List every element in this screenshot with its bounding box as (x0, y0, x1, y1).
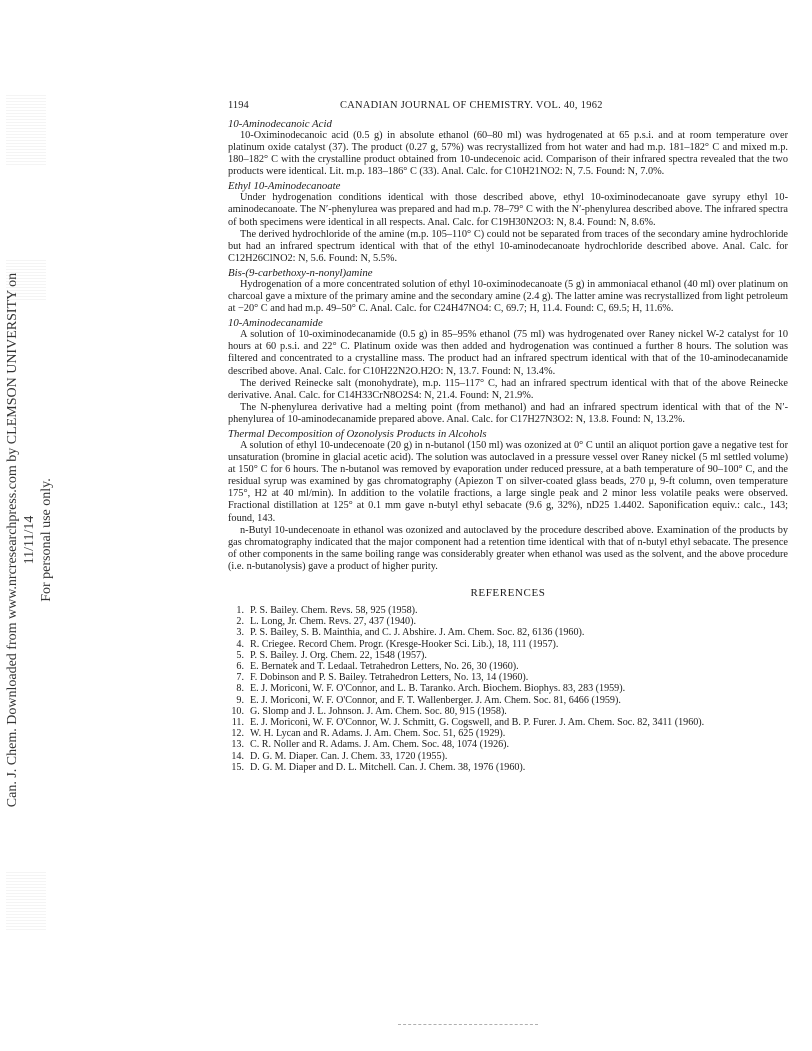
reference-number: 14. (231, 750, 244, 762)
download-watermark (4, 250, 56, 830)
reference-text: E. Bernatek and T. Ledaal. Tetrahedron Letters, No. 26, 30 (1960). (250, 661, 519, 673)
reference-text: P. S. Bailey. Chem. Revs. 58, 925 (1958). (250, 605, 418, 616)
reference-number: 11. (231, 717, 244, 729)
section-heading: Thermal Decomposition of Ozonolysis Products in Alcohols (228, 427, 487, 440)
page-number: 1194 (228, 99, 249, 111)
reference-item (228, 762, 788, 773)
reference-item (228, 627, 788, 638)
references-heading: REFERENCES (470, 587, 546, 599)
reference-number: 5. (236, 649, 244, 661)
journal-title: CANADIAN JOURNAL OF CHEMISTRY. VOL. 40, 1962 (340, 99, 603, 111)
body-paragraph: A solution of 10-oximinodecanamide (0.5 g) in 85–95% ethanol (75 ml) was hydrogenated over Raney nickel W-2 catalyst for 10 hours at 60 p.s.i. and 22° C. Platinum oxide was then added and hydrogenation was continued a further 8 hours. The solution was filtered and concentrated to a crystalline mass. The product had an infrared spectrum identical with that of the 10-aminodecanamide described above. Anal. Calc. for C10H22N2O.H2O: N, 13.7. Found: N, 13.4%. (228, 329, 788, 377)
body-paragraph: A solution of ethyl 10-undecenoate (20 g) in n-butanol (150 ml) was ozonized at 0° C until an aliquot portion gave a negative test for unsaturation (bromine in glacial acetic acid). The solution was autoclaved in a pressure vessel over Raney nickel (5 ml settled volume) at 150° C for 6 hours. The n-butanol was removed by evaporation under reduced pressure, at a bath temperature of 90–100° C, and the residual syrup was examined by gas chromatography (Apiezon T on silver-coated glass beads, 270 μ, 9-ft column, oven temperature 175°, H2 at 40 ml/min). In addition to the volatile fractions, a large single peak and 2 minor less volatile peaks were observed. Fractional distillation at 125° at 0.1 mm gave n-butyl ethyl sebacate (9.6 g, 32%), nD25 1.4402. Saponification equiv.: calc., 143; found, 143. (228, 439, 789, 524)
reference-text: D. G. M. Diaper and D. L. Mitchell. Can. J. Chem. 38, 1976 (1960). (250, 761, 526, 773)
reference-item (228, 739, 788, 750)
reference-text: D. G. M. Diaper. Can. J. Chem. 33, 1720 (1955). (250, 750, 448, 762)
watermark-line-2: For personal use only. (39, 478, 54, 602)
section-heading: 10-Aminodecanoic Acid (228, 118, 332, 130)
journal-page (228, 94, 788, 773)
reference-item (228, 751, 788, 762)
reference-item (228, 672, 788, 683)
reference-item (228, 639, 788, 650)
body-paragraph: The derived Reinecke salt (monohydrate), m.p. 115–117° C, had an infrared spectrum identical with that of the above Reinecke derivative. Anal. Calc. for C14H33CrN8O2S4: N, 21.4. Found: N, 21.9%. (228, 377, 788, 401)
reference-item (228, 706, 788, 717)
body-paragraph: Hydrogenation of a more concentrated solution of ethyl 10-oximinodecanoate (5 g) in ammoniacal ethanol (40 ml) over platinum on charcoal gave a mixture of the primary amine and the secondary amine (2.4 g). The latter amine was recrystallized from light petroleum at −20° C and had m.p. 49–50° C. Anal. Calc. for C24H47NO4: C, 69.7; H, 11.4. Found: C, 69.5; H, 11.6%. (228, 278, 788, 315)
reference-item (228, 650, 788, 661)
reference-text: E. J. Moriconi, W. F. O'Connor, and L. B. Taranko. Arch. Biochem. Biophys. 83, 283 (1959). (250, 683, 626, 695)
reference-text: F. Dobinson and P. S. Bailey. Tetrahedron Letters, No. 13, 14 (1960). (250, 672, 529, 684)
footer-rule (398, 1024, 538, 1025)
reference-number: 3. (236, 627, 244, 639)
reference-text: G. Slomp and J. L. Johnson. J. Am. Chem. Soc. 80, 915 (1958). (250, 705, 507, 717)
reference-number: 12. (231, 728, 244, 740)
reference-item (228, 616, 788, 627)
reference-number: 13. (231, 739, 244, 751)
reference-item (228, 605, 788, 616)
reference-text: W. H. Lycan and R. Adams. J. Am. Chem. Soc. 51, 625 (1929). (250, 728, 506, 740)
reference-item (228, 728, 788, 739)
article-body (228, 118, 788, 573)
reference-number: 7. (236, 672, 244, 684)
reference-number: 2. (236, 616, 244, 628)
reference-item (228, 717, 788, 728)
reference-text: E. J. Moriconi, W. F. O'Connor, W. J. Schmitt, G. Cogswell, and B. P. Furer. J. Am. Chem. Soc. 82, 3411 (1960). (250, 717, 705, 729)
body-paragraph: The N-phenylurea derivative had a melting point (from methanol) and had an infrared spectrum identical with that of the N′-phenylurea of 10-aminodecanamide prepared above. Anal. Calc. for C17H27N3O2: N, 13.8. Found: N, 13.2%. (228, 401, 788, 425)
reference-item (228, 661, 788, 672)
reference-text: L. Long, Jr. Chem. Revs. 27, 437 (1940). (250, 616, 416, 628)
body-paragraph: n-Butyl 10-undecenoate in ethanol was ozonized and autoclaved by the procedure described above. Examination of the products by gas chromatography indicated that the major component had a retention time identical with that of n-butyl ethyl sebacate. The presence of other components in the same boiling range was considerably greater when ethanol was used as the solvent, and the above procedure (i.e. n-butanolysis) gave a product of higher purity. (228, 524, 788, 572)
reference-text: P. S. Bailey. J. Org. Chem. 22, 1548 (1957). (250, 649, 427, 661)
reference-number: 4. (236, 638, 244, 650)
reference-number: 15. (231, 761, 244, 773)
reference-list (228, 605, 788, 773)
body-paragraph: Under hydrogenation conditions identical with those described above, ethyl 10-oximinodecanoate gave syrupy ethyl 10-aminodecanoate. The N′-phenylurea was prepared and had m.p. 78–79° C with the N′-phenylurea described above. The infrared spectra of both specimens were identical in all respects. Anal. Calc. for C19H30N2O3: N, 8.4. Found: N, 8.6%. (228, 192, 788, 228)
section-heading: 10-Aminodecanamide (228, 317, 323, 330)
reference-number: 9. (236, 694, 244, 706)
reference-number: 10. (231, 705, 244, 717)
reference-text: R. Criegee. Record Chem. Progr. (Kresge-Hooker Sci. Lib.), 18, 111 (1957). (250, 638, 559, 650)
scan-artifact (6, 95, 46, 165)
reference-number: 6. (236, 661, 244, 673)
body-paragraph: The derived hydrochloride of the amine (m.p. 105–110° C) could not be separated from traces of the secondary amine hydrochloride but had an infrared spectrum identical with that of the ethyl 10-aminodecanoate hydrochloride described above. Anal. Calc. for C12H26ClNO2: N, 5.6. Found: N, 5.5%. (228, 228, 788, 264)
reference-item (228, 683, 788, 694)
watermark-line-1: Can. J. Chem. Downloaded from www.nrcresearchpress.com by CLEMSON UNIVERSITY on 11/11/14 (5, 272, 37, 808)
body-paragraph: 10-Oximinodecanoic acid (0.5 g) in absolute ethanol (60–80 ml) was hydrogenated at 65 p.s.i. and at room temperature over platinum oxide catalyst (37). The product (0.27 g, 57%) was recrystallized from hot water and had m.p. 181–182° C and mixed m.p. 180–182° C with the crystalline product obtained from 10-undecenoic acid. Comparison of their infrared spectra revealed that the two products were identical. Lit. m.p. 183–186° C (33). Anal. Calc. for C10H21NO2: N, 7.5. Found: N, 7.0%. (228, 130, 788, 178)
reference-number: 8. (236, 683, 244, 695)
reference-text: E. J. Moriconi, W. F. O'Connor, and F. T. Wallenberger. J. Am. Chem. Soc. 81, 6466 (1959). (250, 694, 621, 706)
section-heading: Bis-(9-carbethoxy-n-nonyl)amine (228, 266, 373, 279)
reference-text: P. S. Bailey, S. B. Mainthia, and C. J. Abshire. J. Am. Chem. Soc. 82, 6136 (1960). (250, 627, 585, 639)
reference-item (228, 695, 788, 706)
reference-text: C. R. Noller and R. Adams. J. Am. Chem. Soc. 48, 1074 (1926). (250, 739, 510, 751)
section-heading: Ethyl 10-Aminodecanoate (228, 180, 341, 193)
scan-artifact (6, 870, 46, 930)
reference-number: 1. (236, 605, 244, 616)
running-head (228, 94, 788, 116)
